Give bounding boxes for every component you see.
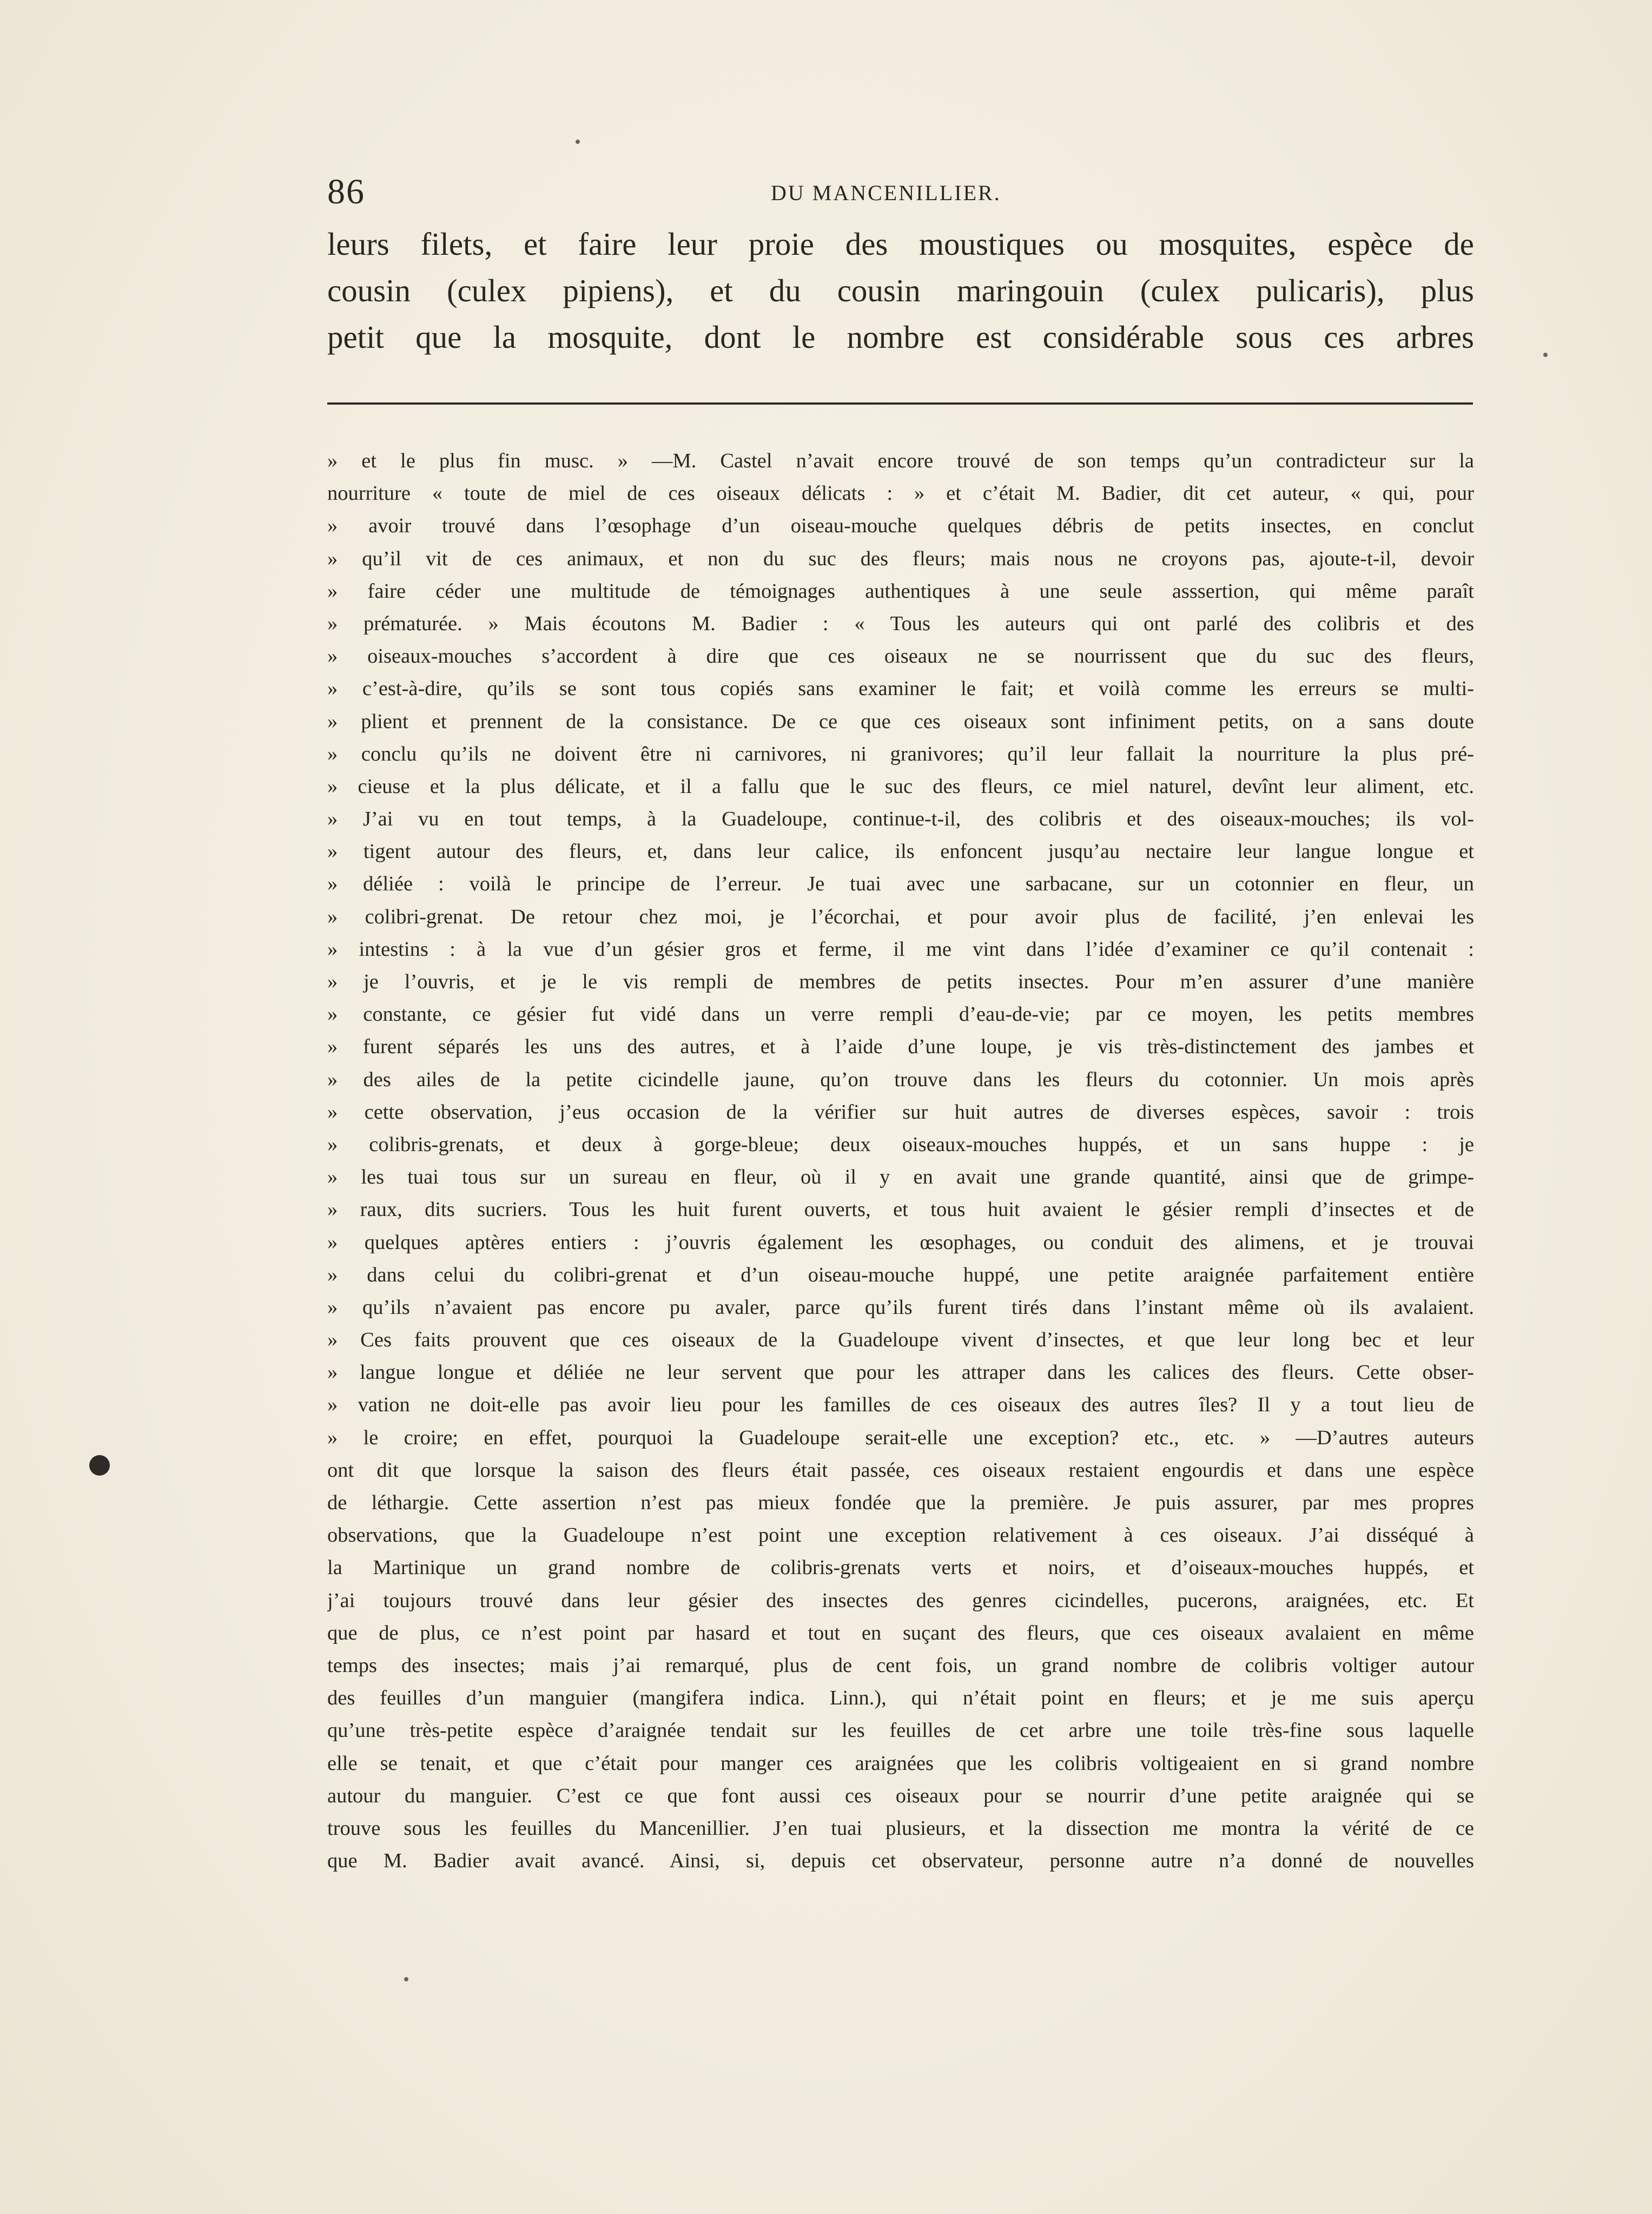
footnote-line: de léthargie. Cette assertion n’est pas mieux fondée que la première. Je puis assurer, par mes propres	[327, 1491, 1474, 1514]
footnote-line: ont dit que lorsque la saison des fleurs était passée, ces oiseaux restaient engourdis et dans une espèce	[327, 1458, 1474, 1482]
footnote-line: que M. Badier avait avancé. Ainsi, si, depuis cet observateur, personne autre n’a donné de nouvelles	[327, 1849, 1474, 1873]
footnote-line: » qu’il vit de ces animaux, et non du suc des fleurs; mais nous ne croyons pas, ajoute-t-il, devoir	[327, 547, 1474, 570]
footnote-line: » plient et prennent de la consistance. De ce que ces oiseaux sont infiniment petits, on a sans doute	[327, 710, 1474, 733]
footnote-line: » tigent autour des fleurs, et, dans leur calice, ils enfoncent jusqu’au nectaire leur langue longue et	[327, 840, 1474, 863]
footnote-line: » je l’ouvris, et je le vis rempli de membres de petits insectes. Pour m’en assurer d’une manière	[327, 970, 1474, 993]
footnote-line: » dans celui du colibri-grenat et d’un oiseau-mouche huppé, une petite araignée parfaitement entière	[327, 1263, 1474, 1286]
footnote-line: » faire céder une multitude de témoignages authentiques à une seule asssertion, qui même paraît	[327, 579, 1474, 603]
footnote-line: » oiseaux-mouches s’accordent à dire que ces oiseaux ne se nourrissent que du suc des fleurs,	[327, 645, 1474, 668]
footnote-line: » J’ai vu en tout temps, à la Guadeloupe, continue-t-il, des colibris et des oiseaux-mouches; ils vol-	[327, 808, 1474, 831]
footnote-line: que de plus, ce n’est point par hasard et tout en suçant des fleurs, que ces oiseaux avalaient en même	[327, 1621, 1474, 1644]
footnote-line: nourriture « toute de miel de ces oiseaux délicats : » et c’était M. Badier, dit cet auteur, « qui, pour	[327, 482, 1474, 505]
footnote-line: temps des insectes; mais j’ai remarqué, plus de cent fois, un grand nombre de colibris voltiger autour	[327, 1654, 1474, 1677]
footnote-line: » des ailes de la petite cicindelle jaune, qu’on trouve dans les fleurs du cotonnier. Un mois après	[327, 1068, 1474, 1091]
footnote-line: » langue longue et déliée ne leur servent que pour les attraper dans les calices des fleurs. Cette obser-	[327, 1361, 1474, 1384]
footnote-line: qu’une très-petite espèce d’araignée tendait sur les feuilles de cet arbre une toile très-fine sous laquelle	[327, 1719, 1474, 1742]
footnote-line: » avoir trouvé dans l’œsophage d’un oiseau-mouche quelques débris de petits insectes, en conclut	[327, 514, 1474, 538]
footnote-line: » cette observation, j’eus occasion de la vérifier sur huit autres de diverses espèces, savoir : trois	[327, 1100, 1474, 1123]
main-text-line: cousin (culex pipiens), et du cousin maringouin (culex pulicaris), plus	[327, 273, 1474, 308]
page-number: 86	[327, 172, 365, 212]
footnote-line: observations, que la Guadeloupe n’est point une exception relativement à ces oiseaux. J’ai disséqué à	[327, 1524, 1474, 1547]
footnote-separator-rule	[327, 402, 1473, 405]
footnote-line: » cieuse et la plus délicate, et il a fallu que le suc des fleurs, ce miel naturel, devînt leur aliment, etc.	[327, 775, 1474, 798]
ink-blot	[89, 1455, 110, 1476]
main-text-line: petit que la mosquite, dont le nombre est considérable sous ces arbres	[327, 319, 1474, 355]
footnote-block	[327, 445, 1474, 1877]
footnote-line: » et le plus fin musc. » —M. Castel n’avait encore trouvé de son temps qu’un contradicteur sur la	[327, 450, 1474, 472]
footnote-line: » conclu qu’ils ne doivent être ni carnivores, ni granivores; qu’il leur fallait la nourriture la plus pré-	[327, 742, 1474, 765]
footnote-line: la Martinique un grand nombre de colibris-grenats verts et noirs, et d’oiseaux-mouches huppés, et	[327, 1556, 1474, 1579]
footnote-line: » quelques aptères entiers : j’ouvris également les œsophages, ou conduit des alimens, et je trouvai	[327, 1231, 1474, 1254]
page-header	[327, 162, 1474, 222]
footnote-line: » raux, dits sucriers. Tous les huit furent ouverts, et tous huit avaient le gésier rempli d’insectes et de	[327, 1198, 1474, 1221]
main-text	[327, 221, 1474, 360]
footnote-line: » intestins : à la vue d’un gésier gros et ferme, il me vint dans l’idée d’examiner ce qu’il contenait :	[327, 937, 1474, 961]
footnote-line: » Ces faits prouvent que ces oiseaux de la Guadeloupe vivent d’insectes, et que leur long bec et leur	[327, 1329, 1474, 1352]
paper-speck	[1543, 353, 1548, 357]
footnote-line: » colibri-grenat. De retour chez moi, je l’écorchai, et pour avoir plus de facilité, j’en enlevai les	[327, 905, 1474, 928]
footnote-line: elle se tenait, et que c’était pour manger ces araignées que les colibris voltigeaient en si grand nombre	[327, 1752, 1474, 1775]
footnote-line: j’ai toujours trouvé dans leur gésier des insectes des genres cicindelles, pucerons, araignées, etc. Et	[327, 1589, 1474, 1612]
footnote-line: » prématurée. » Mais écoutons M. Badier : « Tous les auteurs qui ont parlé des colibris et des	[327, 612, 1474, 635]
footnote-line: » vation ne doit-elle pas avoir lieu pour les familles de ces oiseaux des autres îles? Il y a tout lieu de	[327, 1393, 1474, 1417]
footnote-line: » c’est-à-dire, qu’ils se sont tous copiés sans examiner le fait; et voilà comme les erreurs se multi-	[327, 677, 1474, 700]
main-text-line: leurs filets, et faire leur proie des moustiques ou mosquites, espèce de	[327, 226, 1474, 262]
paper-speck	[404, 1977, 408, 1981]
footnote-line: » constante, ce gésier fut vidé dans un verre rempli d’eau-de-vie; par ce moyen, les petits membres	[327, 1003, 1474, 1026]
footnote-line: trouve sous les feuilles du Mancenillier. J’en tuai plusieurs, et la dissection me montra la vérité de ce	[327, 1816, 1474, 1840]
footnote-line: » les tuai tous sur un sureau en fleur, où il y en avait une grande quantité, ainsi que de grimpe-	[327, 1166, 1474, 1189]
footnote-line: » qu’ils n’avaient pas encore pu avaler, parce qu’ils furent tirés dans l’instant même où ils avalaient.	[327, 1296, 1474, 1319]
footnote-line: » furent séparés les uns des autres, et à l’aide d’une loupe, je vis très-distinctement des jambes et	[327, 1035, 1474, 1059]
footnote-line: » colibris-grenats, et deux à gorge-bleue; deux oiseaux-mouches huppés, et un sans huppe : je	[327, 1133, 1474, 1156]
footnote-line: » déliée : voilà le principe de l’erreur. Je tuai avec une sarbacane, sur un cotonnier en fleur, un	[327, 873, 1474, 896]
footnote-line: autour du manguier. C’est ce que font aussi ces oiseaux pour se nourrir d’une petite araignée qui se	[327, 1784, 1474, 1807]
footnote-line: des feuilles d’un manguier (mangifera indica. Linn.), qui n’était point en fleurs; et je me suis aperçu	[327, 1687, 1474, 1710]
running-title: DU MANCENILLIER.	[771, 181, 1001, 205]
footnote-line: » le croire; en effet, pourquoi la Guadeloupe serait-elle une exception? etc., etc. » —D’autres auteurs	[327, 1426, 1474, 1449]
paper-speck	[576, 140, 580, 144]
